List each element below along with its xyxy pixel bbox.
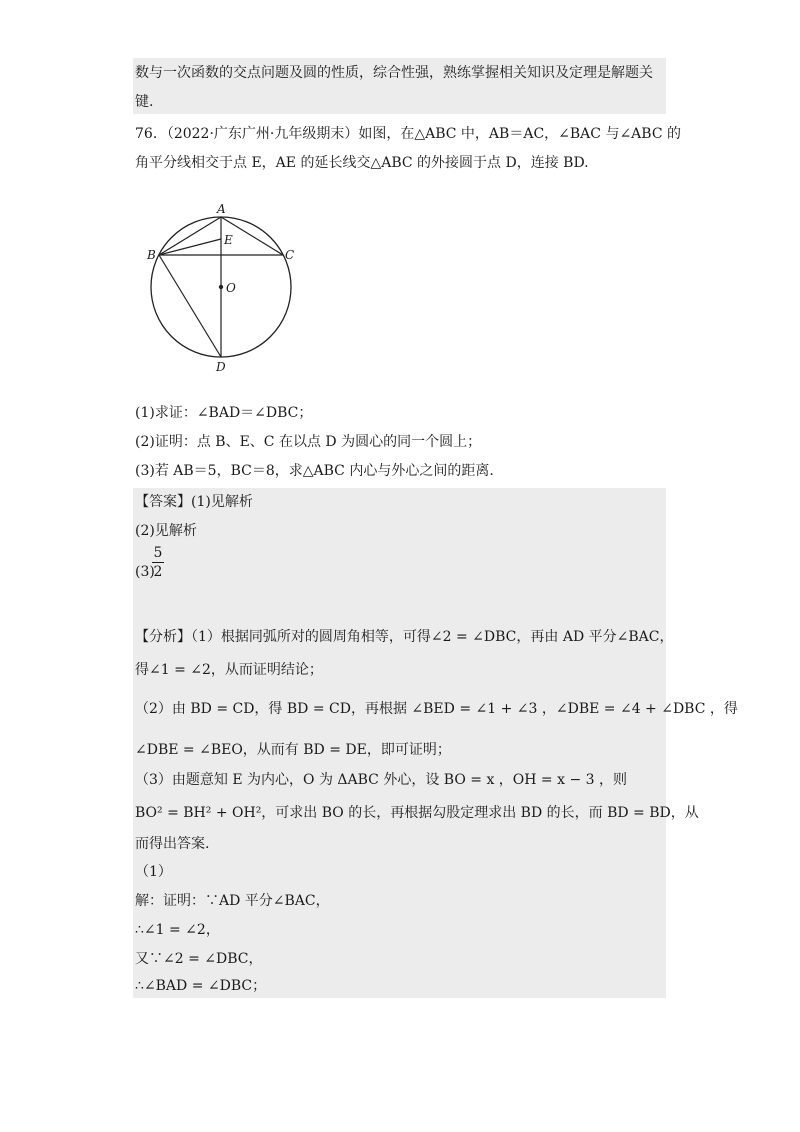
analysis-line-3: （2）由 BD = CD，得 BD = CD，再根据 ∠BED = ∠1 + ∠3 ，∠DBE = ∠4 + ∠DBC ，得 <box>135 701 738 717</box>
solution-line-5: ∴∠BAD = ∠DBC； <box>135 978 267 994</box>
solution-line-3: ∴∠1 = ∠2， <box>135 922 220 938</box>
label-b: B <box>147 248 156 262</box>
answer-2: (2)见解析 <box>135 523 197 539</box>
analysis-line-4: ∠DBE = ∠BEO，从而有 BD = DE，即可证明； <box>135 742 451 758</box>
answer-3-fraction <box>152 545 164 580</box>
solution-line-2: 解：证明：∵AD 平分∠BAC， <box>135 893 330 909</box>
intro-line-1: 数与一次函数的交点问题及圆的性质，综合性强，熟练掌握相关知识及定理是解题关 <box>135 65 653 81</box>
question-2: (2)证明：点 B、E、C 在以点 D 为圆心的同一个圆上； <box>135 434 482 450</box>
label-o: O <box>226 281 236 295</box>
question-1: (1)求证：∠BAD＝∠DBC； <box>135 405 313 421</box>
geometry-figure <box>140 198 340 378</box>
answer-1: 【答案】(1)见解析 <box>135 494 253 510</box>
label-d: D <box>216 360 226 374</box>
fraction-denominator: 2 <box>153 564 163 580</box>
label-e: E <box>224 233 233 247</box>
segment-ab <box>159 217 221 255</box>
analysis-line-5: （3）由题意知 E 为内心，O 为 ΔABC 外心，设 BO = x ，OH = x − 3 ，则 <box>135 772 627 788</box>
label-a: A <box>217 202 226 216</box>
problem-line-1: 76．（2022·广东广州·九年级期末）如图，在△ABC 中，AB＝AC，∠BAC 与∠ABC 的 <box>135 126 681 142</box>
solution-line-1: （1） <box>135 864 172 880</box>
answer-3-prefix: (3) <box>135 564 155 580</box>
intro-line-2: 键. <box>135 94 154 110</box>
segment-bd <box>159 255 221 357</box>
center-point <box>219 285 223 289</box>
analysis-line-2: 得∠1 = ∠2，从而证明结论； <box>135 662 323 678</box>
label-c: C <box>285 248 295 262</box>
analysis-line-6: BO² = BH² + OH²，可求出 BO 的长，再根据勾股定理求出 BD 的长，而 BD = BD，从 <box>135 805 699 821</box>
fraction-bar <box>152 562 164 563</box>
analysis-line-1: 【分析】（1）根据同弧所对的圆周角相等，可得∠2 = ∠DBC，再由 AD 平分∠BAC， <box>135 629 674 645</box>
fraction-numerator: 5 <box>153 545 163 561</box>
solution-line-4: 又∵∠2 = ∠DBC， <box>135 951 263 967</box>
analysis-line-7: 而得出答案. <box>135 836 210 852</box>
question-3: (3)若 AB＝5，BC＝8，求△ABC 内心与外心之间的距离. <box>135 463 494 479</box>
problem-line-2: 角平分线相交于点 E，AE 的延长线交△ABC 的外接圆于点 D，连接 BD. <box>135 155 589 171</box>
